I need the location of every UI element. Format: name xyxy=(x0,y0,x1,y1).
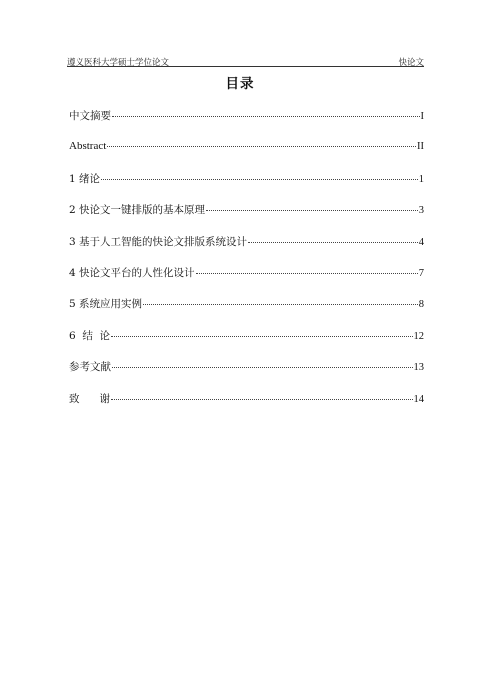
header-divider xyxy=(67,66,424,67)
toc-entry-page: 4 xyxy=(418,236,424,248)
toc-entry-page: 1 xyxy=(418,173,424,185)
toc-entry-acknowledgements[interactable] xyxy=(69,391,424,422)
toc-leader-dots xyxy=(196,264,418,274)
toc-entry-chapter-1[interactable] xyxy=(69,171,424,202)
toc-entry-chinese-abstract[interactable] xyxy=(69,108,424,139)
toc-entry-page: 3 xyxy=(418,205,424,217)
toc-entry-chapter-3[interactable] xyxy=(69,234,424,265)
header-thesis-title: 遵义医科大学硕士学位论文 xyxy=(67,58,170,68)
toc-entry-page: 8 xyxy=(418,299,424,311)
toc-entry-label: 致 谢 xyxy=(69,392,111,405)
page-title: 目录 xyxy=(225,76,255,92)
toc-entry-chapter-6[interactable] xyxy=(69,328,424,359)
toc-entry-references[interactable] xyxy=(69,359,424,390)
toc-entry-page: I xyxy=(420,111,424,122)
toc-entry-page: 7 xyxy=(418,267,424,279)
toc-entry-label: 参考文献 xyxy=(69,361,111,374)
toc-entry-label: 4 快论文平台的人性化设计 xyxy=(69,266,195,279)
toc-entry-page: 12 xyxy=(413,330,424,342)
toc-leader-dots xyxy=(112,107,420,117)
toc-leader-dots xyxy=(112,358,413,368)
toc-leader-dots xyxy=(101,170,418,180)
toc-leader-dots xyxy=(143,295,418,305)
toc-entry-label: 3 基于人工智能的快论文排版系统设计 xyxy=(69,235,248,248)
toc-leader-dots xyxy=(107,137,416,147)
toc-entry-chapter-4[interactable] xyxy=(69,265,424,296)
toc-entry-label: 5 系统应用实例 xyxy=(69,298,143,311)
toc-entry-page: 14 xyxy=(413,393,424,405)
toc-entry-abstract[interactable] xyxy=(69,139,424,170)
toc-entry-label: 6 结 论 xyxy=(69,329,111,342)
toc-entry-chapter-2[interactable] xyxy=(69,202,424,233)
toc-leader-dots xyxy=(248,233,418,243)
toc-entry-page: II xyxy=(417,141,424,153)
header-brand: 快论文 xyxy=(398,58,424,68)
toc-entry-label: 2 快论文一键排版的基本原理 xyxy=(69,204,206,217)
toc-entry-label: Abstract xyxy=(69,140,107,153)
toc-leader-dots xyxy=(111,327,412,337)
toc-entry-chapter-5[interactable] xyxy=(69,296,424,327)
toc-entry-label: 1 绪论 xyxy=(69,172,101,185)
toc-entry-page: 13 xyxy=(413,362,424,374)
toc-leader-dots xyxy=(206,201,418,211)
table-of-contents xyxy=(69,108,424,422)
toc-entry-label: 中文摘要 xyxy=(69,110,111,122)
toc-leader-dots xyxy=(111,390,412,400)
